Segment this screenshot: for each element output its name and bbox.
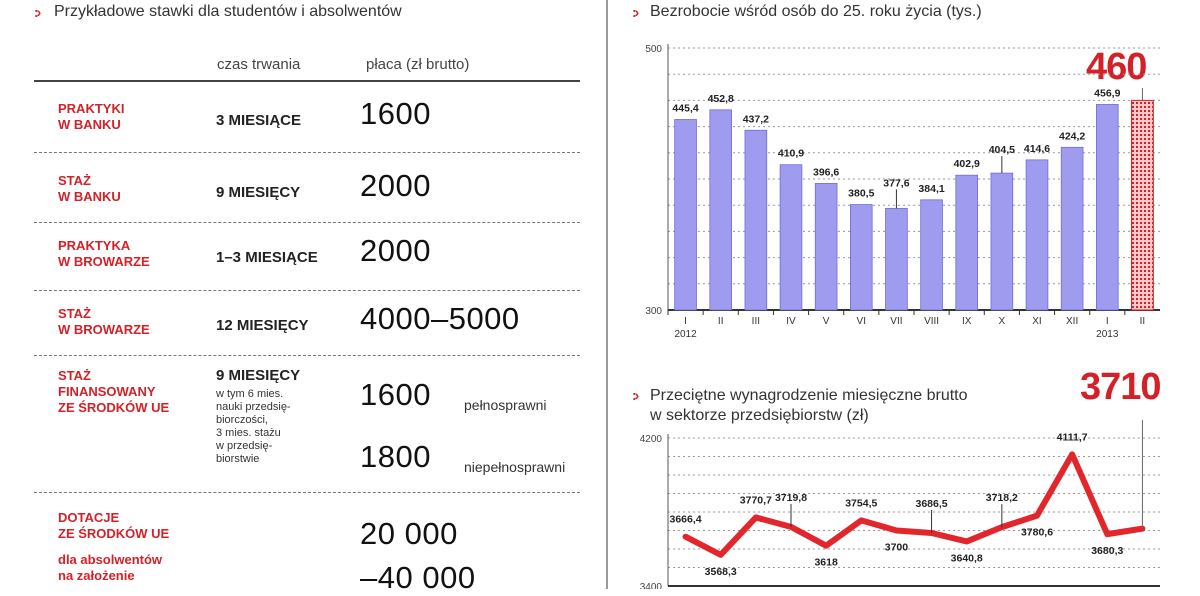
x-tick-label: I: [1105, 316, 1109, 327]
bar: [745, 130, 767, 310]
duration-note: [216, 388, 291, 466]
row-divider: [34, 492, 580, 493]
row-divider: [34, 222, 580, 223]
x-tick-label: II: [1139, 316, 1146, 327]
x-tick-label: IX: [961, 316, 972, 327]
note-line: w tym 6 mies.: [216, 388, 284, 400]
year-label: 2012: [674, 329, 697, 340]
line-value-label: 3640,8: [950, 552, 983, 565]
row-duration: 3 MIESIĄCE: [216, 112, 302, 129]
row-label: [58, 173, 121, 205]
amount-tag: pełnosprawni: [464, 397, 547, 413]
bar-highlight: [1132, 100, 1154, 310]
bar: [886, 208, 908, 310]
row-amount: –40 000: [360, 560, 476, 595]
bar: [675, 120, 697, 310]
row-label: [58, 510, 169, 542]
x-tick-label: V: [822, 316, 830, 327]
bar: [850, 205, 872, 310]
note-line: nauki przedsię-: [216, 401, 291, 413]
row-duration: 9 MIESIĘCY: [216, 184, 301, 201]
line-value-label: 3718,2: [985, 492, 1018, 505]
line-value-label: 3666,4: [669, 513, 702, 526]
bar: [1026, 160, 1048, 310]
row-amount: 1800: [360, 439, 431, 474]
bar: [780, 165, 802, 310]
row-amount: 4000–5000: [360, 301, 520, 336]
bar: [956, 175, 978, 310]
row-label-line: ZE ŚRODKÓW UE: [58, 526, 170, 541]
x-tick-label: X: [998, 316, 1006, 327]
bar-value-label: 380,5: [848, 187, 875, 200]
bar-value-label: 424,2: [1059, 130, 1086, 143]
y-tick-label: 300: [645, 306, 662, 317]
line-chart-highlight: 3710: [1080, 366, 1161, 408]
x-tick-label: XII: [1066, 316, 1079, 327]
row-label-line: W BANKU: [58, 189, 121, 204]
bar: [1061, 147, 1083, 310]
row-amount: 1600: [360, 96, 431, 131]
bar-chart-highlight: 460: [1086, 46, 1147, 88]
line-chart: [612, 420, 1200, 589]
bar: [1096, 104, 1118, 310]
row-label-line: STAŻ: [58, 368, 91, 383]
bar-value-label: 377,6: [883, 177, 910, 190]
row-label-line: na założenie: [58, 568, 135, 583]
row-amount: 20 000: [360, 516, 458, 551]
line-value-label: 3618: [814, 556, 838, 569]
row-label-line: ZE ŚRODKÓW UE: [58, 400, 170, 415]
line-value-label: 3700: [884, 541, 909, 554]
bar-value-label: 437,2: [742, 113, 769, 126]
x-tick-label: IV: [786, 316, 796, 327]
line-value-label: 3686,5: [915, 497, 948, 510]
col-duration-header: czas trwania: [217, 56, 301, 73]
row-label-line: FINANSOWANY: [58, 384, 156, 399]
line-value-label: 3780,6: [1020, 526, 1054, 539]
y-tick-label: 3400: [639, 582, 662, 589]
row-label: [58, 101, 124, 133]
line-value-label: 3680,3: [1091, 545, 1124, 558]
bar-value-label: 402,9: [953, 158, 980, 171]
row-divider: [34, 355, 580, 356]
line-chart-title-line: w sektorze przedsiębiorstw (zł): [650, 407, 869, 424]
x-tick-label: VI: [856, 316, 867, 327]
bar-chart-title: Bezrobocie wśród osób do 25. roku życia (tys.): [650, 3, 982, 20]
row-label-line: PRAKTYKA: [58, 238, 131, 253]
rates-title: Przykładowe stawki dla studentów i absolwentów: [54, 3, 402, 20]
line-value-label: 3719,8: [774, 491, 808, 504]
row-label-line: DOTACJE: [58, 510, 120, 525]
line-value-label: 3770,7: [739, 494, 772, 507]
bar-value-label: 410,9: [777, 147, 805, 160]
chart1-bullet-icon: :›: [632, 4, 638, 20]
x-tick-label: II: [717, 316, 724, 327]
row-label-line: W BROWARZE: [58, 322, 150, 337]
row-label: [58, 368, 169, 416]
row-divider: [34, 152, 580, 153]
bar-value-label: 396,6: [813, 166, 840, 179]
line-value-label: 3568,3: [704, 565, 737, 578]
line-value-label: 4111,7: [1056, 431, 1088, 444]
note-line: w przedsię-: [216, 440, 273, 452]
row-label: [58, 306, 150, 338]
note-line: biorstwie: [216, 453, 260, 465]
y-tick-label: 500: [645, 44, 662, 55]
x-tick-label: III: [751, 316, 761, 327]
bar-value-label: 414,6: [1023, 142, 1051, 155]
bar: [710, 110, 732, 310]
row-label-line: STAŻ: [58, 306, 91, 321]
x-tick-label: VII: [890, 316, 903, 327]
row-amount: 2000: [360, 233, 431, 268]
row-duration: 12 MIESIĘCY: [216, 317, 309, 334]
bar: [991, 173, 1013, 310]
bar-value-label: 384,1: [918, 182, 945, 195]
panel-divider: [606, 0, 608, 589]
x-tick-label: I: [684, 316, 687, 327]
row-label-line: STAŻ: [58, 173, 91, 188]
row-label-line: dla absolwentów: [58, 552, 163, 567]
bar: [815, 183, 837, 310]
year-label: 2013: [1096, 329, 1119, 340]
amount-tag: niepełnosprawni: [464, 459, 566, 475]
bar: [921, 200, 943, 310]
row-divider: [34, 290, 580, 291]
header-rule: [34, 80, 580, 82]
chart2-bullet-icon: :›: [632, 387, 638, 403]
bar-value-label: 404,5: [988, 144, 1015, 157]
bar-value-label: 445,4: [672, 102, 699, 115]
note-line: 3 mies. stażu: [216, 427, 281, 439]
row-duration: 1–3 MIESIĄCE: [216, 249, 318, 266]
row-amount: 2000: [360, 168, 431, 203]
row-sublabel: [58, 552, 162, 584]
row-label: [58, 238, 150, 270]
x-tick-label: XI: [1032, 316, 1042, 327]
line-chart-title-line: Przeciętne wynagrodzenie miesięczne brutto: [650, 387, 968, 404]
row-label-line: PRAKTYKI: [58, 101, 125, 116]
row-duration: 9 MIESIĘCY: [216, 367, 301, 384]
line-value-label: 3754,5: [845, 497, 878, 510]
bar-chart: [612, 30, 1200, 345]
y-tick-label: 4200: [639, 434, 662, 445]
bar-value-label: 452,8: [707, 92, 734, 105]
row-label-line: W BANKU: [58, 117, 121, 132]
x-tick-label: VIII: [924, 316, 940, 327]
row-amount: 1600: [360, 377, 431, 412]
note-line: biorczości,: [216, 414, 268, 426]
title-bullet-icon: :›: [34, 4, 40, 20]
bar-value-label: 456,9: [1094, 87, 1121, 100]
row-label-line: W BROWARZE: [58, 254, 150, 269]
col-pay-header: płaca (zł brutto): [366, 56, 470, 73]
